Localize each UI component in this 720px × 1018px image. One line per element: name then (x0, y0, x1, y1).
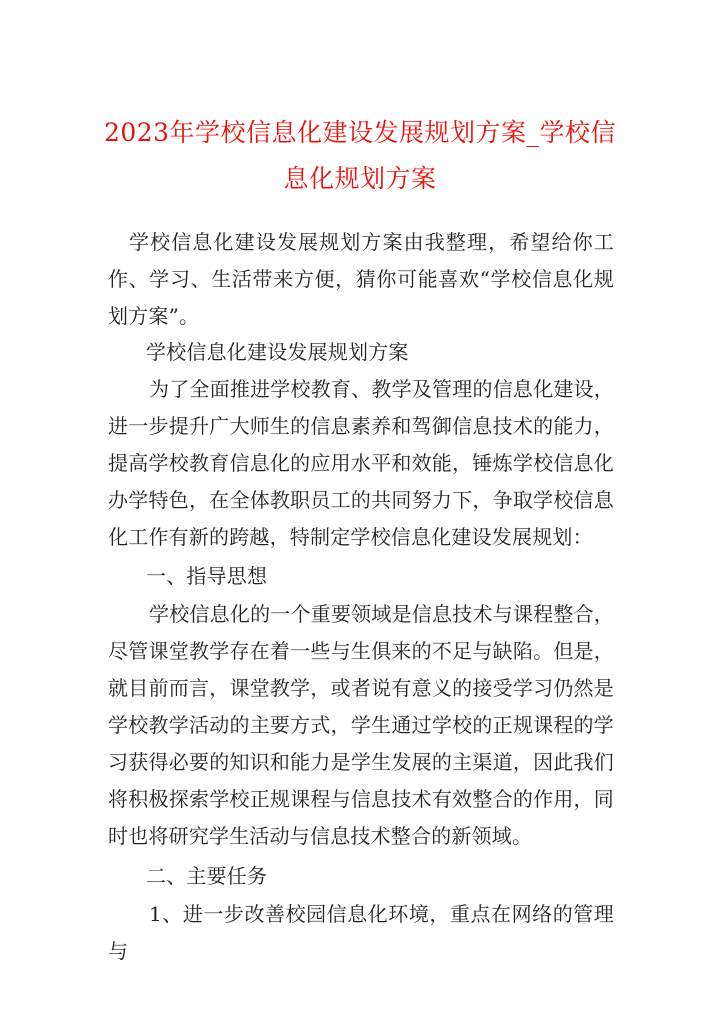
section-heading-main-tasks: 二、主要任务 (146, 864, 268, 888)
section-heading-guiding-thought: 一、指导思想 (146, 564, 268, 588)
intro-paragraph: 学校信息化建设发展规划方案由我整理，希望给你工作、学习、生活带来方便，猜你可能喜欢“学校信息化规划方案”。 (108, 230, 614, 328)
subtitle-paragraph: 学校信息化建设发展规划方案 (146, 340, 409, 364)
task-1-paragraph: 1、进一步改善校园信息化环境，重点在网络的管理与 (108, 902, 614, 963)
purpose-paragraph: 为了全面推进学校教育、教学及管理的信息化建设，进一步提升广大师生的信息素养和驾御信息技术的能力，提高学校教育信息化的应用水平和效能，锤炼学校信息化办学特色，在全体教职员工的共同努力下，争取学校信息化工作有新的跨越，特制定学校信息化建设发展规划： (108, 377, 614, 549)
document-title: 2023年学校信息化建设发展规划方案_学校信息化规划方案 (103, 118, 617, 193)
guiding-thought-paragraph: 学校信息化的一个重要领域是信息技术与课程整合，尽管课堂教学存在着一些与生俱来的不足与缺陷。但是，就目前而言，课堂教学，或者说有意义的接受学习仍然是学校教学活动的主要方式，学生通过学校的正规课程的学习获得必要的知识和能力是学生发展的主渠道，因此我们将积极探索学校正规课程与信息技术有效整合的作用，同时也将研究学生活动与信息技术整合的新领域。 (108, 602, 614, 848)
